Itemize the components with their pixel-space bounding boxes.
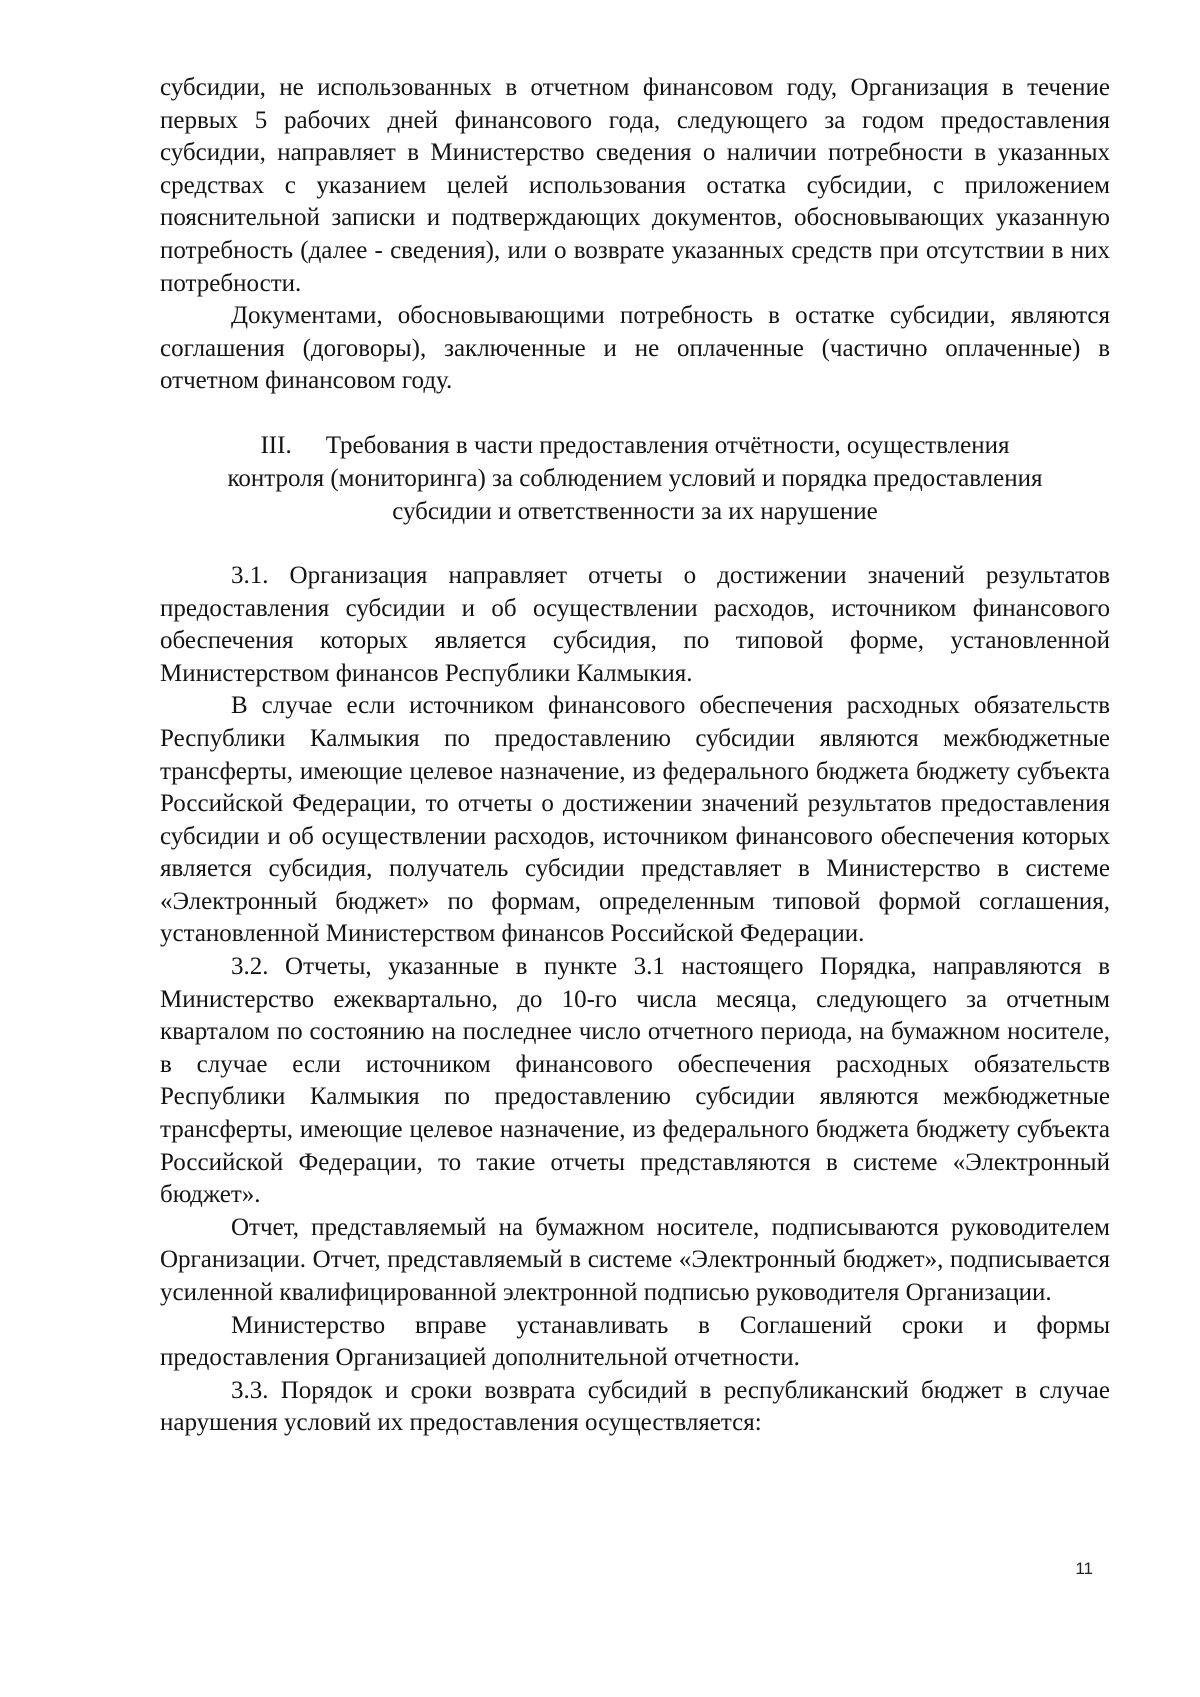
document-page bbox=[160, 72, 1110, 1440]
section-number: III. bbox=[260, 431, 292, 459]
section-title-part-3: субсидии и ответственности за их нарушение bbox=[392, 497, 878, 525]
paragraph-3-1: 3.1. Организация направляет отчеты о достижении значений результатов предоставления субсидии и об осуществлении расходов, источником финансового обеспечения которых является субсидия, по типовой форме, установленной Министерством финансов Республики Калмыкия. bbox=[160, 561, 1110, 687]
paragraph-3-2: 3.2. Отчеты, указанные в пункте 3.1 настоящего Порядка, направляются в Министерство ежеквартально, до 10-го числа месяца, следующего за отчетным кварталом по состоянию на последнее число отчетного периода, на бумажном носителе, в случае если источником финансового обеспечения расходных обязательств Республики Калмыкия по предоставлению субсидии являются межбюджетные трансферты, имеющие целевое назначение, из федерального бюджета бюджету субъекта Российской Федерации, то такие отчеты представляются в системе «Электронный бюджет». bbox=[160, 953, 1110, 1209]
section-heading-line-1 bbox=[160, 429, 1110, 462]
section-title-part-1: Требования в части предоставления отчётности, осуществления bbox=[325, 431, 1010, 459]
section-title-part-2: контроля (мониторинга) за соблюдением условий и порядка предоставления bbox=[227, 464, 1043, 492]
paragraph-3-1-cont: В случае если источником финансового обеспечения расходных обязательств Республики Калмыкия по предоставлению субсидии являются межбюджетные трансферты, имеющие целевое назначение, из федерального бюджета бюджету субъекта Российской Федерации, то отчеты о достижении значений результатов предоставления субсидии и об осуществлении расходов, источником финансового обеспечения которых является субсидия, получатель субсидии представляет в Министерство в системе «Электронный бюджет» по формам, определенным типовой формой соглашения, установленной Министерством финансов Российской Федерации. bbox=[160, 692, 1110, 948]
paragraph-2: Документами, обосновывающими потребность в остатке субсидии, являются соглашения (договоры), заключенные и не оплаченные (частично оплаченные) в отчетном финансовом году. bbox=[160, 302, 1110, 395]
paragraph-3-2-signature: Отчет, представляемый на бумажном носителе, подписываются руководителем Организации. Отчет, представляемый в системе «Электронный бюджет», подписывается усиленной квалифицированной электронной подписью руководителя Организации. bbox=[160, 1213, 1110, 1306]
paragraph-3-2-extra: Министерство вправе устанавливать в Соглашений сроки и формы предоставления Организацией дополнительной отчетности. bbox=[160, 1311, 1110, 1372]
page-number: 11 bbox=[1075, 1559, 1093, 1578]
paragraph-1: субсидии, не использованных в отчетном финансовом году, Организация в течение первых 5 рабочих дней финансового года, следующего за годом предоставления субсидии, направляет в Министерство сведения о наличии потребности в указанных средствах с указанием целей использования остатка субсидии, с приложением пояснительной записки и подтверждающих документов, обосновывающих указанную потребность (далее - сведения), или о возврате указанных средств при отсутствии в них потребности. bbox=[160, 74, 1110, 297]
section-heading bbox=[160, 429, 1110, 528]
paragraph-3-3: 3.3. Порядок и сроки возврата субсидий в республиканский бюджет в случае нарушения условий их предоставления осуществляется: bbox=[160, 1376, 1110, 1437]
